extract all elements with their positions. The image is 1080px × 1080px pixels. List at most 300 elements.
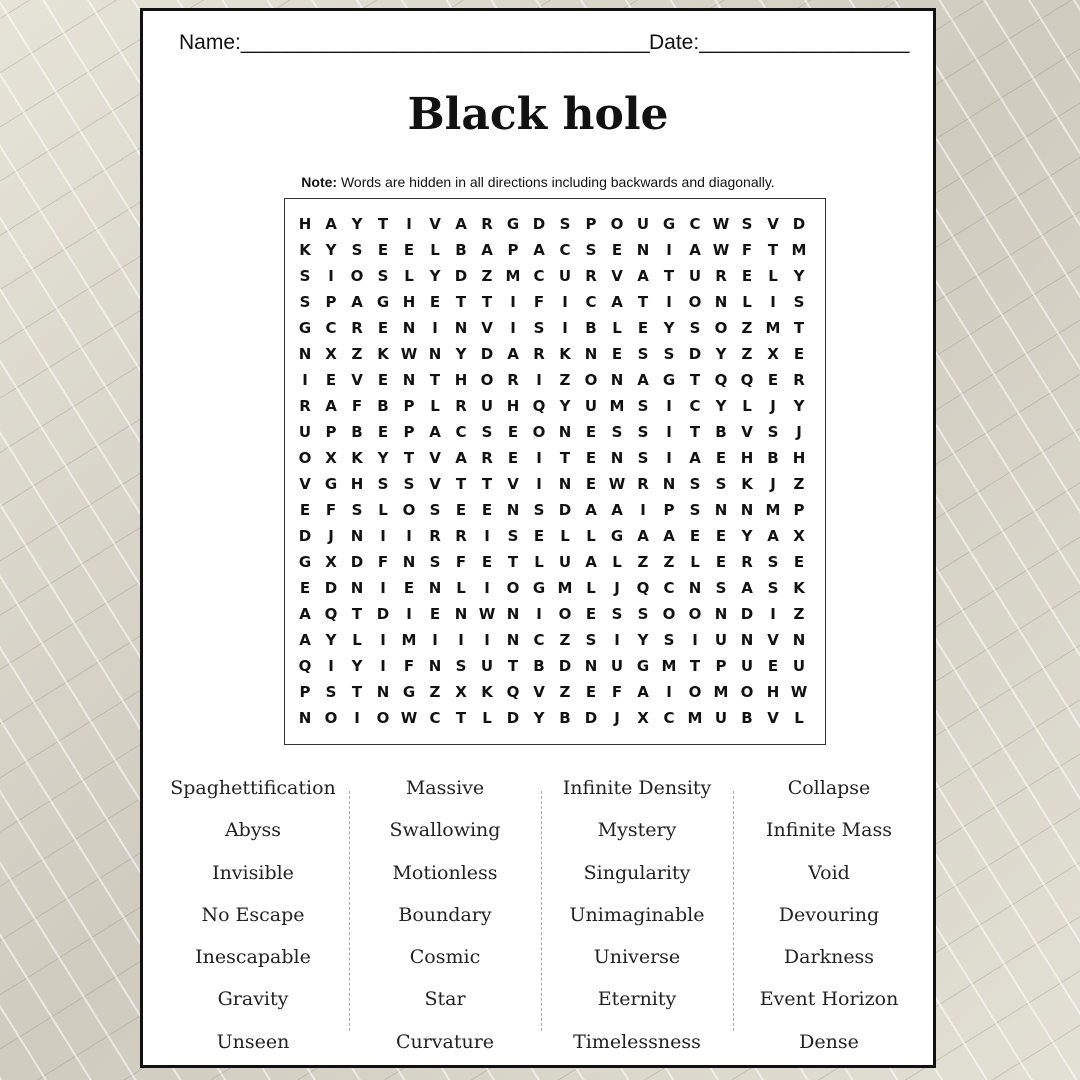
grid-letter[interactable]: L: [742, 293, 752, 311]
grid-letter[interactable]: E: [533, 527, 545, 545]
grid-letter[interactable]: J: [770, 397, 776, 415]
grid-letter[interactable]: I: [328, 267, 334, 285]
grid-letter[interactable]: C: [559, 241, 571, 259]
grid-letter[interactable]: H: [350, 475, 364, 493]
grid-letter[interactable]: O: [350, 267, 364, 285]
grid-letter[interactable]: R: [533, 345, 545, 363]
grid-letter[interactable]: W: [478, 605, 496, 623]
grid-letter[interactable]: N: [558, 423, 572, 441]
grid-letter[interactable]: I: [328, 657, 334, 675]
grid-letter[interactable]: A: [637, 267, 649, 285]
grid-letter[interactable]: Q: [636, 579, 650, 597]
grid-letter[interactable]: I: [666, 423, 672, 441]
grid-letter[interactable]: Y: [715, 397, 727, 415]
grid-letter[interactable]: E: [715, 553, 727, 571]
grid-letter[interactable]: N: [610, 449, 624, 467]
grid-letter[interactable]: A: [299, 605, 311, 623]
grid-letter[interactable]: V: [767, 215, 779, 233]
grid-letter[interactable]: G: [610, 527, 624, 545]
grid-letter[interactable]: G: [532, 579, 546, 597]
grid-letter[interactable]: L: [742, 397, 752, 415]
grid-letter[interactable]: Y: [793, 397, 805, 415]
grid-letter[interactable]: T: [689, 657, 701, 675]
grid-letter[interactable]: E: [793, 345, 805, 363]
grid-letter[interactable]: S: [689, 475, 701, 493]
grid-letter[interactable]: E: [793, 553, 805, 571]
grid-letter[interactable]: E: [611, 241, 623, 259]
grid-letter[interactable]: G: [376, 293, 390, 311]
grid-letter[interactable]: U: [584, 397, 598, 415]
grid-letter[interactable]: H: [792, 449, 806, 467]
grid-letter[interactable]: P: [585, 215, 597, 233]
grid-letter[interactable]: L: [534, 553, 544, 571]
grid-letter[interactable]: Y: [351, 657, 363, 675]
grid-letter[interactable]: O: [584, 371, 598, 389]
grid-letter[interactable]: S: [767, 553, 779, 571]
grid-letter[interactable]: I: [536, 475, 542, 493]
grid-letter[interactable]: E: [377, 319, 389, 337]
grid-letter[interactable]: E: [767, 657, 779, 675]
grid-letter[interactable]: B: [559, 709, 571, 727]
grid-letter[interactable]: O: [506, 579, 520, 597]
grid-letter[interactable]: U: [558, 553, 572, 571]
grid-letter[interactable]: I: [692, 631, 698, 649]
grid-letter[interactable]: F: [611, 683, 623, 701]
grid-letter[interactable]: H: [402, 293, 416, 311]
grid-letter[interactable]: N: [298, 709, 312, 727]
grid-letter[interactable]: F: [325, 501, 337, 519]
grid-letter[interactable]: F: [455, 553, 467, 571]
grid-letter[interactable]: U: [610, 657, 624, 675]
grid-letter[interactable]: N: [454, 319, 468, 337]
grid-letter[interactable]: S: [663, 631, 675, 649]
grid-letter[interactable]: M: [765, 319, 781, 337]
grid-letter[interactable]: S: [637, 605, 649, 623]
grid-letter[interactable]: C: [689, 215, 701, 233]
grid-letter[interactable]: A: [429, 423, 441, 441]
grid-letter[interactable]: S: [299, 267, 311, 285]
grid-letter[interactable]: I: [406, 215, 412, 233]
grid-letter[interactable]: D: [792, 215, 806, 233]
grid-letter[interactable]: O: [714, 319, 728, 337]
grid-letter[interactable]: T: [455, 475, 467, 493]
grid-letter[interactable]: N: [506, 501, 520, 519]
grid-letter[interactable]: A: [611, 293, 623, 311]
grid-letter[interactable]: F: [403, 657, 415, 675]
grid-letter[interactable]: J: [614, 579, 620, 597]
grid-letter[interactable]: U: [714, 631, 728, 649]
grid-letter[interactable]: A: [663, 527, 675, 545]
grid-letter[interactable]: D: [558, 657, 572, 675]
grid-letter[interactable]: A: [585, 553, 597, 571]
grid-letter[interactable]: Z: [429, 683, 441, 701]
grid-letter[interactable]: J: [614, 709, 620, 727]
grid-letter[interactable]: U: [792, 657, 806, 675]
grid-letter[interactable]: V: [611, 267, 623, 285]
grid-letter[interactable]: X: [325, 553, 337, 571]
grid-letter[interactable]: Q: [298, 657, 312, 675]
grid-letter[interactable]: T: [559, 449, 571, 467]
grid-letter[interactable]: A: [585, 501, 597, 519]
grid-letter[interactable]: N: [402, 553, 416, 571]
grid-letter[interactable]: A: [611, 501, 623, 519]
grid-letter[interactable]: P: [793, 501, 805, 519]
grid-letter[interactable]: Y: [377, 449, 389, 467]
grid-letter[interactable]: S: [689, 319, 701, 337]
grid-letter[interactable]: G: [636, 657, 650, 675]
grid-letter[interactable]: D: [688, 345, 702, 363]
grid-letter[interactable]: P: [715, 657, 727, 675]
grid-letter[interactable]: O: [688, 293, 702, 311]
grid-letter[interactable]: N: [428, 657, 442, 675]
grid-letter[interactable]: R: [715, 267, 727, 285]
grid-letter[interactable]: M: [713, 683, 729, 701]
grid-letter[interactable]: O: [610, 215, 624, 233]
grid-letter[interactable]: L: [560, 527, 570, 545]
grid-letter[interactable]: R: [481, 449, 493, 467]
grid-letter[interactable]: I: [432, 631, 438, 649]
grid-letter[interactable]: C: [325, 319, 337, 337]
grid-letter[interactable]: S: [403, 475, 415, 493]
grid-letter[interactable]: S: [637, 397, 649, 415]
grid-letter[interactable]: T: [689, 371, 701, 389]
grid-letter[interactable]: H: [506, 397, 520, 415]
grid-letter[interactable]: B: [455, 241, 467, 259]
grid-letter[interactable]: Z: [793, 475, 805, 493]
grid-letter[interactable]: Q: [324, 605, 338, 623]
grid-letter[interactable]: U: [714, 709, 728, 727]
grid-letter[interactable]: N: [558, 475, 572, 493]
grid-letter[interactable]: D: [324, 579, 338, 597]
grid-letter[interactable]: E: [377, 371, 389, 389]
grid-letter[interactable]: R: [507, 371, 519, 389]
grid-letter[interactable]: I: [536, 605, 542, 623]
grid-letter[interactable]: I: [484, 631, 490, 649]
grid-letter[interactable]: I: [380, 527, 386, 545]
grid-letter[interactable]: O: [298, 449, 312, 467]
grid-letter[interactable]: T: [689, 423, 701, 441]
grid-letter[interactable]: Z: [663, 553, 675, 571]
grid-letter[interactable]: M: [609, 397, 625, 415]
grid-letter[interactable]: I: [770, 605, 776, 623]
grid-letter[interactable]: E: [585, 475, 597, 493]
grid-letter[interactable]: V: [533, 683, 545, 701]
grid-letter[interactable]: C: [533, 631, 545, 649]
grid-letter[interactable]: G: [506, 215, 520, 233]
grid-letter[interactable]: Y: [663, 319, 675, 337]
grid-letter[interactable]: S: [299, 293, 311, 311]
grid-letter[interactable]: O: [662, 605, 676, 623]
grid-letter[interactable]: P: [403, 397, 415, 415]
grid-letter[interactable]: J: [796, 423, 802, 441]
grid-letter[interactable]: I: [666, 241, 672, 259]
grid-letter[interactable]: C: [663, 709, 675, 727]
grid-letter[interactable]: E: [637, 319, 649, 337]
grid-letter[interactable]: I: [380, 657, 386, 675]
grid-letter[interactable]: T: [481, 293, 493, 311]
grid-letter[interactable]: E: [585, 683, 597, 701]
grid-letter[interactable]: R: [429, 527, 441, 545]
grid-letter[interactable]: T: [377, 215, 389, 233]
grid-letter[interactable]: L: [352, 631, 362, 649]
grid-letter[interactable]: X: [325, 449, 337, 467]
grid-letter[interactable]: Y: [559, 397, 571, 415]
grid-letter[interactable]: O: [402, 501, 416, 519]
grid-letter[interactable]: Y: [455, 345, 467, 363]
grid-letter[interactable]: S: [533, 501, 545, 519]
grid-letter[interactable]: A: [533, 241, 545, 259]
grid-letter[interactable]: W: [712, 215, 730, 233]
grid-letter[interactable]: I: [484, 579, 490, 597]
grid-letter[interactable]: E: [403, 241, 415, 259]
grid-letter[interactable]: E: [429, 293, 441, 311]
grid-letter[interactable]: L: [612, 553, 622, 571]
grid-letter[interactable]: Z: [637, 553, 649, 571]
grid-letter[interactable]: N: [428, 579, 442, 597]
grid-letter[interactable]: D: [298, 527, 312, 545]
grid-letter[interactable]: S: [793, 293, 805, 311]
grid-letter[interactable]: U: [636, 215, 650, 233]
grid-letter[interactable]: K: [793, 579, 805, 597]
grid-letter[interactable]: X: [325, 345, 337, 363]
grid-letter[interactable]: N: [402, 319, 416, 337]
grid-letter[interactable]: I: [666, 397, 672, 415]
grid-letter[interactable]: K: [377, 345, 389, 363]
grid-letter[interactable]: O: [688, 683, 702, 701]
grid-letter[interactable]: N: [506, 631, 520, 649]
grid-letter[interactable]: D: [506, 709, 520, 727]
grid-letter[interactable]: A: [507, 345, 519, 363]
grid-letter[interactable]: I: [380, 579, 386, 597]
grid-letter[interactable]: C: [689, 397, 701, 415]
grid-letter[interactable]: T: [767, 241, 779, 259]
grid-letter[interactable]: R: [793, 371, 805, 389]
grid-letter[interactable]: S: [559, 215, 571, 233]
grid-letter[interactable]: H: [454, 371, 468, 389]
grid-letter[interactable]: T: [507, 657, 519, 675]
grid-letter[interactable]: R: [741, 553, 753, 571]
grid-letter[interactable]: V: [507, 475, 519, 493]
grid-letter[interactable]: E: [377, 241, 389, 259]
grid-letter[interactable]: O: [324, 709, 338, 727]
grid-letter[interactable]: I: [458, 631, 464, 649]
grid-letter[interactable]: W: [400, 345, 418, 363]
grid-letter[interactable]: C: [533, 267, 545, 285]
grid-letter[interactable]: I: [536, 371, 542, 389]
grid-letter[interactable]: S: [741, 215, 753, 233]
grid-letter[interactable]: E: [455, 501, 467, 519]
grid-letter[interactable]: W: [712, 241, 730, 259]
grid-letter[interactable]: B: [377, 397, 389, 415]
grid-letter[interactable]: I: [536, 449, 542, 467]
grid-letter[interactable]: T: [351, 605, 363, 623]
grid-letter[interactable]: I: [770, 293, 776, 311]
grid-letter[interactable]: M: [401, 631, 417, 649]
grid-letter[interactable]: C: [455, 423, 467, 441]
grid-letter[interactable]: B: [351, 423, 363, 441]
grid-letter[interactable]: P: [325, 423, 337, 441]
grid-letter[interactable]: T: [663, 267, 675, 285]
grid-letter[interactable]: Z: [793, 605, 805, 623]
grid-letter[interactable]: R: [481, 215, 493, 233]
grid-letter[interactable]: Q: [506, 683, 520, 701]
grid-letter[interactable]: E: [481, 501, 493, 519]
grid-letter[interactable]: T: [455, 293, 467, 311]
grid-letter[interactable]: X: [767, 345, 779, 363]
grid-letter[interactable]: V: [351, 371, 363, 389]
grid-letter[interactable]: Y: [325, 631, 337, 649]
grid-letter[interactable]: L: [612, 319, 622, 337]
grid-letter[interactable]: A: [767, 527, 779, 545]
grid-letter[interactable]: N: [350, 579, 364, 597]
grid-letter[interactable]: L: [430, 241, 440, 259]
grid-letter[interactable]: E: [715, 527, 727, 545]
grid-letter[interactable]: O: [480, 371, 494, 389]
grid-letter[interactable]: T: [403, 449, 415, 467]
grid-letter[interactable]: I: [302, 371, 308, 389]
grid-letter[interactable]: X: [637, 709, 649, 727]
grid-letter[interactable]: G: [662, 371, 676, 389]
grid-letter[interactable]: S: [533, 319, 545, 337]
grid-letter[interactable]: H: [766, 683, 780, 701]
grid-letter[interactable]: T: [429, 371, 441, 389]
grid-letter[interactable]: I: [562, 293, 568, 311]
grid-letter[interactable]: A: [455, 449, 467, 467]
grid-letter[interactable]: D: [584, 709, 598, 727]
grid-letter[interactable]: C: [429, 709, 441, 727]
grid-letter[interactable]: L: [430, 397, 440, 415]
grid-letter[interactable]: E: [403, 579, 415, 597]
grid-letter[interactable]: X: [455, 683, 467, 701]
grid-letter[interactable]: N: [454, 605, 468, 623]
grid-letter[interactable]: I: [562, 319, 568, 337]
grid-letter[interactable]: V: [481, 319, 493, 337]
grid-letter[interactable]: A: [455, 215, 467, 233]
name-field[interactable]: [179, 31, 650, 55]
grid-letter[interactable]: E: [611, 345, 623, 363]
grid-letter[interactable]: S: [637, 345, 649, 363]
grid-letter[interactable]: N: [636, 241, 650, 259]
grid-letter[interactable]: N: [662, 475, 676, 493]
grid-letter[interactable]: E: [507, 423, 519, 441]
grid-letter[interactable]: P: [507, 241, 519, 259]
grid-letter[interactable]: V: [429, 215, 441, 233]
grid-letter[interactable]: M: [661, 657, 677, 675]
grid-letter[interactable]: I: [380, 631, 386, 649]
grid-letter[interactable]: L: [456, 579, 466, 597]
grid-letter[interactable]: P: [663, 501, 675, 519]
grid-letter[interactable]: E: [715, 449, 727, 467]
grid-letter[interactable]: N: [714, 501, 728, 519]
grid-letter[interactable]: S: [377, 475, 389, 493]
grid-letter[interactable]: L: [794, 709, 804, 727]
grid-letter[interactable]: Z: [559, 631, 571, 649]
grid-letter[interactable]: L: [404, 267, 414, 285]
grid-letter[interactable]: A: [637, 527, 649, 545]
grid-letter[interactable]: Y: [325, 241, 337, 259]
grid-letter[interactable]: Y: [351, 215, 363, 233]
grid-letter[interactable]: N: [376, 683, 390, 701]
grid-letter[interactable]: I: [666, 683, 672, 701]
grid-letter[interactable]: S: [429, 501, 441, 519]
grid-letter[interactable]: T: [351, 683, 363, 701]
grid-letter[interactable]: I: [510, 293, 516, 311]
grid-letter[interactable]: Y: [741, 527, 753, 545]
grid-letter[interactable]: O: [532, 423, 546, 441]
grid-letter[interactable]: A: [741, 579, 753, 597]
grid-letter[interactable]: Z: [481, 267, 493, 285]
grid-letter[interactable]: E: [585, 423, 597, 441]
grid-letter[interactable]: U: [740, 657, 754, 675]
grid-letter[interactable]: N: [740, 631, 754, 649]
grid-letter[interactable]: D: [480, 345, 494, 363]
grid-letter[interactable]: N: [610, 371, 624, 389]
grid-letter[interactable]: Z: [559, 371, 571, 389]
grid-letter[interactable]: L: [586, 579, 596, 597]
grid-letter[interactable]: B: [741, 709, 753, 727]
grid-letter[interactable]: E: [299, 579, 311, 597]
grid-letter[interactable]: F: [533, 293, 545, 311]
grid-letter[interactable]: G: [298, 319, 312, 337]
grid-letter[interactable]: M: [765, 501, 781, 519]
grid-letter[interactable]: E: [689, 527, 701, 545]
grid-letter[interactable]: I: [354, 709, 360, 727]
grid-letter[interactable]: B: [767, 449, 779, 467]
grid-letter[interactable]: Z: [559, 683, 571, 701]
grid-letter[interactable]: G: [402, 683, 416, 701]
grid-letter[interactable]: Q: [740, 371, 754, 389]
grid-letter[interactable]: O: [688, 605, 702, 623]
grid-letter[interactable]: R: [455, 527, 467, 545]
grid-letter[interactable]: V: [429, 449, 441, 467]
grid-letter[interactable]: E: [429, 605, 441, 623]
grid-letter[interactable]: E: [585, 605, 597, 623]
grid-letter[interactable]: Y: [793, 267, 805, 285]
grid-letter[interactable]: O: [376, 709, 390, 727]
grid-letter[interactable]: T: [481, 475, 493, 493]
grid-letter[interactable]: K: [559, 345, 571, 363]
grid-letter[interactable]: V: [767, 631, 779, 649]
grid-letter[interactable]: Z: [351, 345, 363, 363]
grid-letter[interactable]: S: [377, 267, 389, 285]
grid-letter[interactable]: M: [557, 579, 573, 597]
grid-letter[interactable]: N: [298, 345, 312, 363]
grid-letter[interactable]: I: [666, 449, 672, 467]
grid-letter[interactable]: K: [351, 449, 363, 467]
grid-letter[interactable]: Y: [429, 267, 441, 285]
grid-letter[interactable]: P: [299, 683, 311, 701]
grid-letter[interactable]: S: [663, 345, 675, 363]
grid-letter[interactable]: S: [611, 605, 623, 623]
grid-letter[interactable]: I: [484, 527, 490, 545]
grid-letter[interactable]: S: [637, 423, 649, 441]
grid-letter[interactable]: N: [714, 605, 728, 623]
grid-letter[interactable]: T: [455, 709, 467, 727]
grid-letter[interactable]: T: [507, 553, 519, 571]
grid-letter[interactable]: I: [432, 319, 438, 337]
grid-letter[interactable]: Y: [533, 709, 545, 727]
grid-letter[interactable]: I: [640, 501, 646, 519]
grid-letter[interactable]: S: [767, 579, 779, 597]
grid-letter[interactable]: V: [429, 475, 441, 493]
grid-letter[interactable]: S: [637, 449, 649, 467]
grid-letter[interactable]: W: [608, 475, 626, 493]
grid-letter[interactable]: A: [325, 215, 337, 233]
grid-letter[interactable]: G: [324, 475, 338, 493]
grid-letter[interactable]: U: [480, 397, 494, 415]
grid-letter[interactable]: E: [767, 371, 779, 389]
grid-letter[interactable]: C: [663, 579, 675, 597]
